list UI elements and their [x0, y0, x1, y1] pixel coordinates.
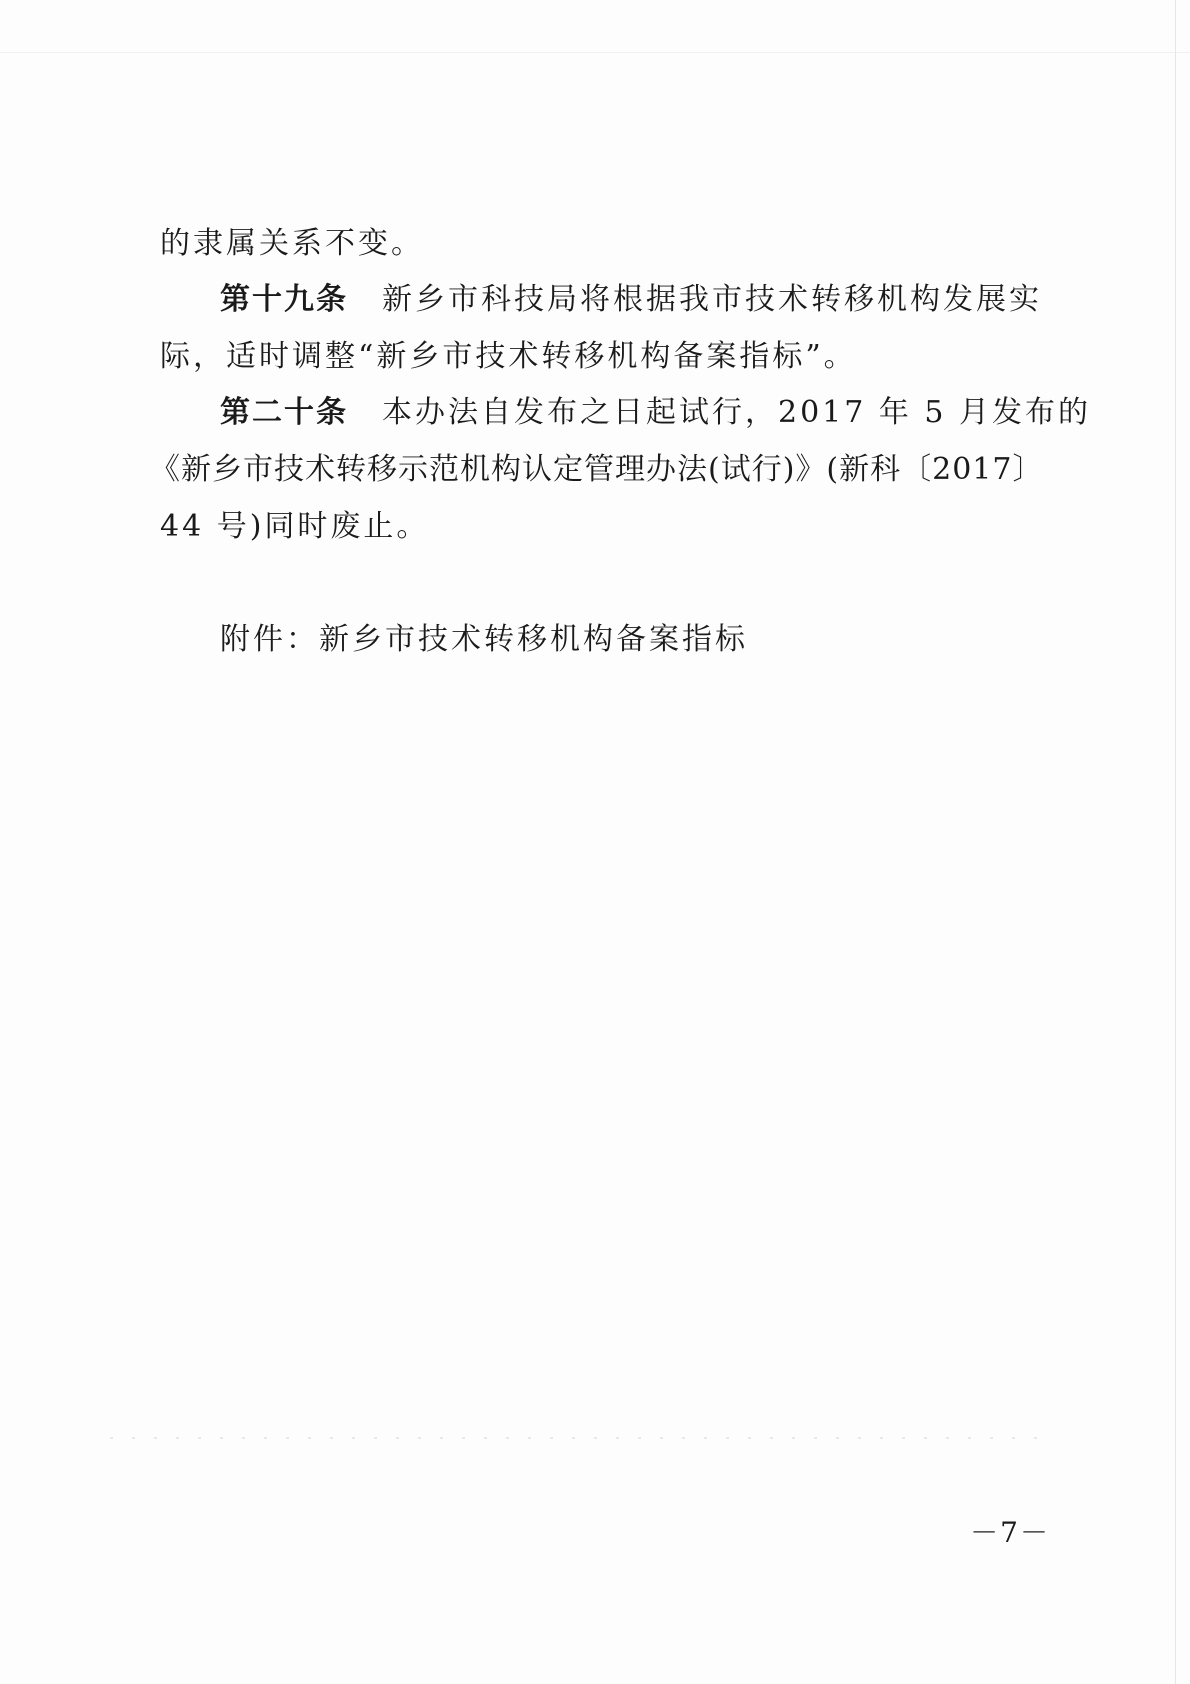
- body-line-3: 际，适时调整“新乡市技术转移机构备案指标”。: [160, 339, 857, 374]
- article-19-heading: 第十九条: [220, 282, 348, 317]
- scan-edge-right: [1175, 0, 1176, 1684]
- article-20-line: [220, 393, 1100, 433]
- scan-noise: [110, 1437, 1050, 1439]
- scan-edge-top: [0, 52, 1190, 53]
- body-line-6: 44 号)同时废止。: [160, 509, 430, 544]
- attachment-line: 附件：新乡市技术转移机构备案指标: [220, 622, 748, 657]
- article-19-text: 新乡市科技局将根据我市技术转移机构发展实: [382, 282, 1042, 317]
- article-20-text: 本办法自发布之日起试行，2017 年 5 月发布的: [382, 395, 1092, 430]
- body-line-1: 的隶属关系不变。: [160, 226, 424, 261]
- body-line-5: 《新乡市技术转移示范机构认定管理办法(试行)》(新科〔2017〕: [150, 452, 1044, 487]
- article-20-heading: 第二十条: [220, 395, 348, 430]
- article-19-line: [220, 280, 1100, 320]
- page-number: －7－: [970, 1516, 1050, 1549]
